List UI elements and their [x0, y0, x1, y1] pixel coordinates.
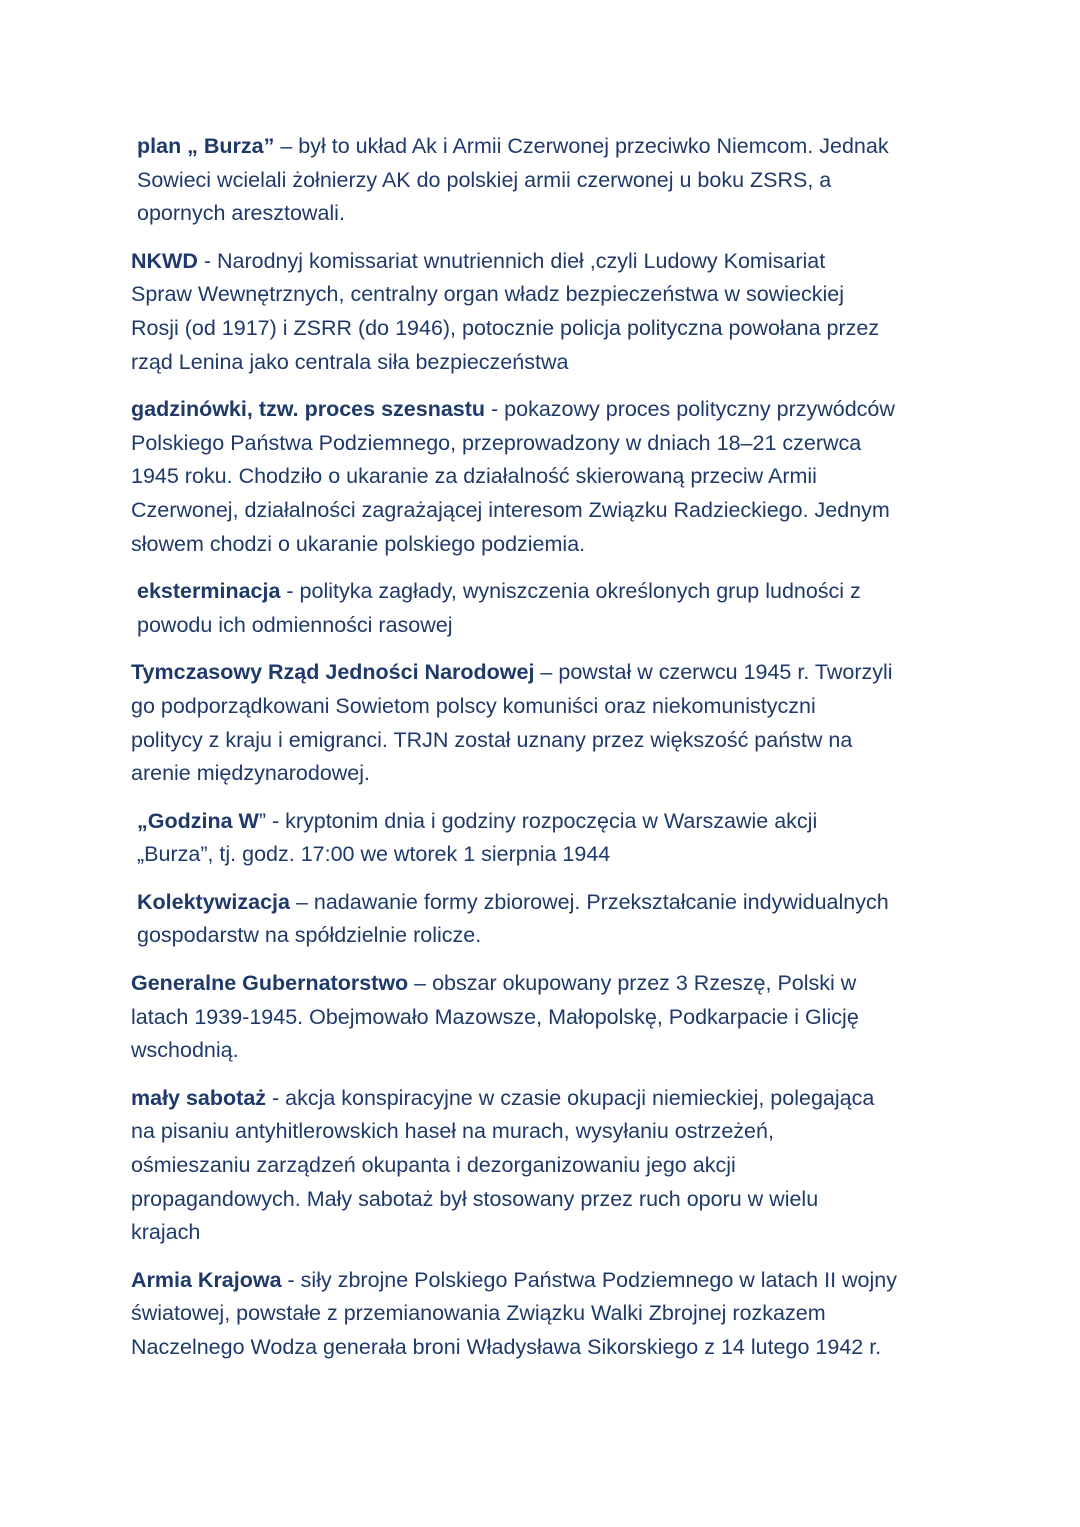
entry-kolektywizacja	[131, 886, 961, 953]
entry-definition: - akcja konspiracyjne w czasie okupacji niemieckiej, polegająca na pisaniu antyhitlerowskich haseł na murach, wysyłaniu ostrzeżeń, ośmieszaniu zarządzeń okupanta i dezorganizowaniu jego akcji propagandowych. Mały sabotaż był stosowany przez ruch oporu w wielu krajach	[131, 1085, 875, 1245]
entry-term: plan „ Burza”	[137, 134, 275, 158]
entry-plan-burza	[131, 130, 961, 231]
entry-term: Armia Krajowa	[131, 1267, 282, 1292]
entry-generalne-gubernatorstwo	[131, 967, 961, 1068]
entry-maly-sabotaz	[131, 1082, 961, 1250]
entry-term: mały sabotaż	[131, 1085, 267, 1110]
entry-term: eksterminacja	[137, 579, 281, 604]
entry-term: Generalne Gubernatorstwo	[131, 971, 409, 996]
entry-term: „Godzina W	[137, 808, 259, 833]
entry-term: NKWD	[131, 248, 198, 273]
entry-armia-krajowa	[131, 1264, 961, 1365]
entry-definition: - polityka zagłady, wyniszczenia określonych grup ludności z powodu ich odmienności rasowej	[137, 579, 861, 637]
entry-definition: – był to układ Ak i Armii Czerwonej przeciwko Niemcom. Jednak Sowieci wcielali żołnierzy AK do polskiej armii czerwonej u boku ZSRS, a opornych aresztowali.	[137, 134, 889, 226]
entry-definition: ” - kryptonim dnia i godziny rozpoczęcia w Warszawie akcji „Burza”, tj. godz. 17:00 we wtorek 1 sierpnia 1944	[137, 808, 818, 867]
entry-godzina-w	[131, 805, 961, 872]
entry-definition: – nadawanie formy zbiorowej. Przekształcanie indywidualnych gospodarstw na spółdzielnie rolicze.	[137, 889, 889, 948]
entry-definition: – obszar okupowany przez 3 Rzeszę, Polski w latach 1939-1945. Obejmowało Mazowsze, Małopolskę, Podkarpacie i Glicję wschodnią.	[131, 971, 859, 1063]
entry-definition: – powstał w czerwcu 1945 r. Tworzyli go podporządkowani Sowietom polscy komuniści oraz niekomunistyczni politycy z kraju i emigranci. TRJN został uznany przez większość państw na arenie międzynarodowej.	[131, 660, 893, 786]
entry-nkwd	[131, 245, 961, 379]
entry-definition: - pokazowy proces polityczny przywódców Polskiego Państwa Podziemnego, przeprowadzony w dniach 18–21 czerwca 1945 roku. Chodziło o ukaranie za działalność skierowaną przeciw Armii Czerwonej, działalności zagrażającej interesom Związku Radzieckiego. Jednym słowem chodzi o ukaranie polskiego podziemia.	[131, 397, 895, 556]
entry-proces-szesnastu	[131, 393, 961, 561]
entry-definition: - siły zbrojne Polskiego Państwa Podziemnego w latach II wojny światowej, powstałe z przemianowania Związku Walki Zbrojnej rozkazem Naczelnego Wodza generała broni Władysława Sikorskiego z 14 lutego 1942 r.	[131, 1267, 897, 1359]
entry-definition: - Narodnyj komissariat wnutriennich dieł ,czyli Ludowy Komisariat Spraw Wewnętrznych, centralny organ władz bezpieczeństwa w sowieckiej Rosji (od 1917) i ZSRR (do 1946), potocznie policja polityczna powołana przez rząd Lenina jako centrala siła bezpieczeństwa	[131, 248, 880, 374]
document-page	[131, 130, 961, 1379]
entry-term: gadzinówki, tzw. proces szesnastu	[131, 397, 486, 422]
entry-eksterminacja	[131, 575, 961, 642]
entry-trjn	[131, 656, 961, 790]
entry-term: Tymczasowy Rząd Jedności Narodowej	[131, 660, 535, 685]
entry-term: Kolektywizacja	[137, 889, 290, 914]
